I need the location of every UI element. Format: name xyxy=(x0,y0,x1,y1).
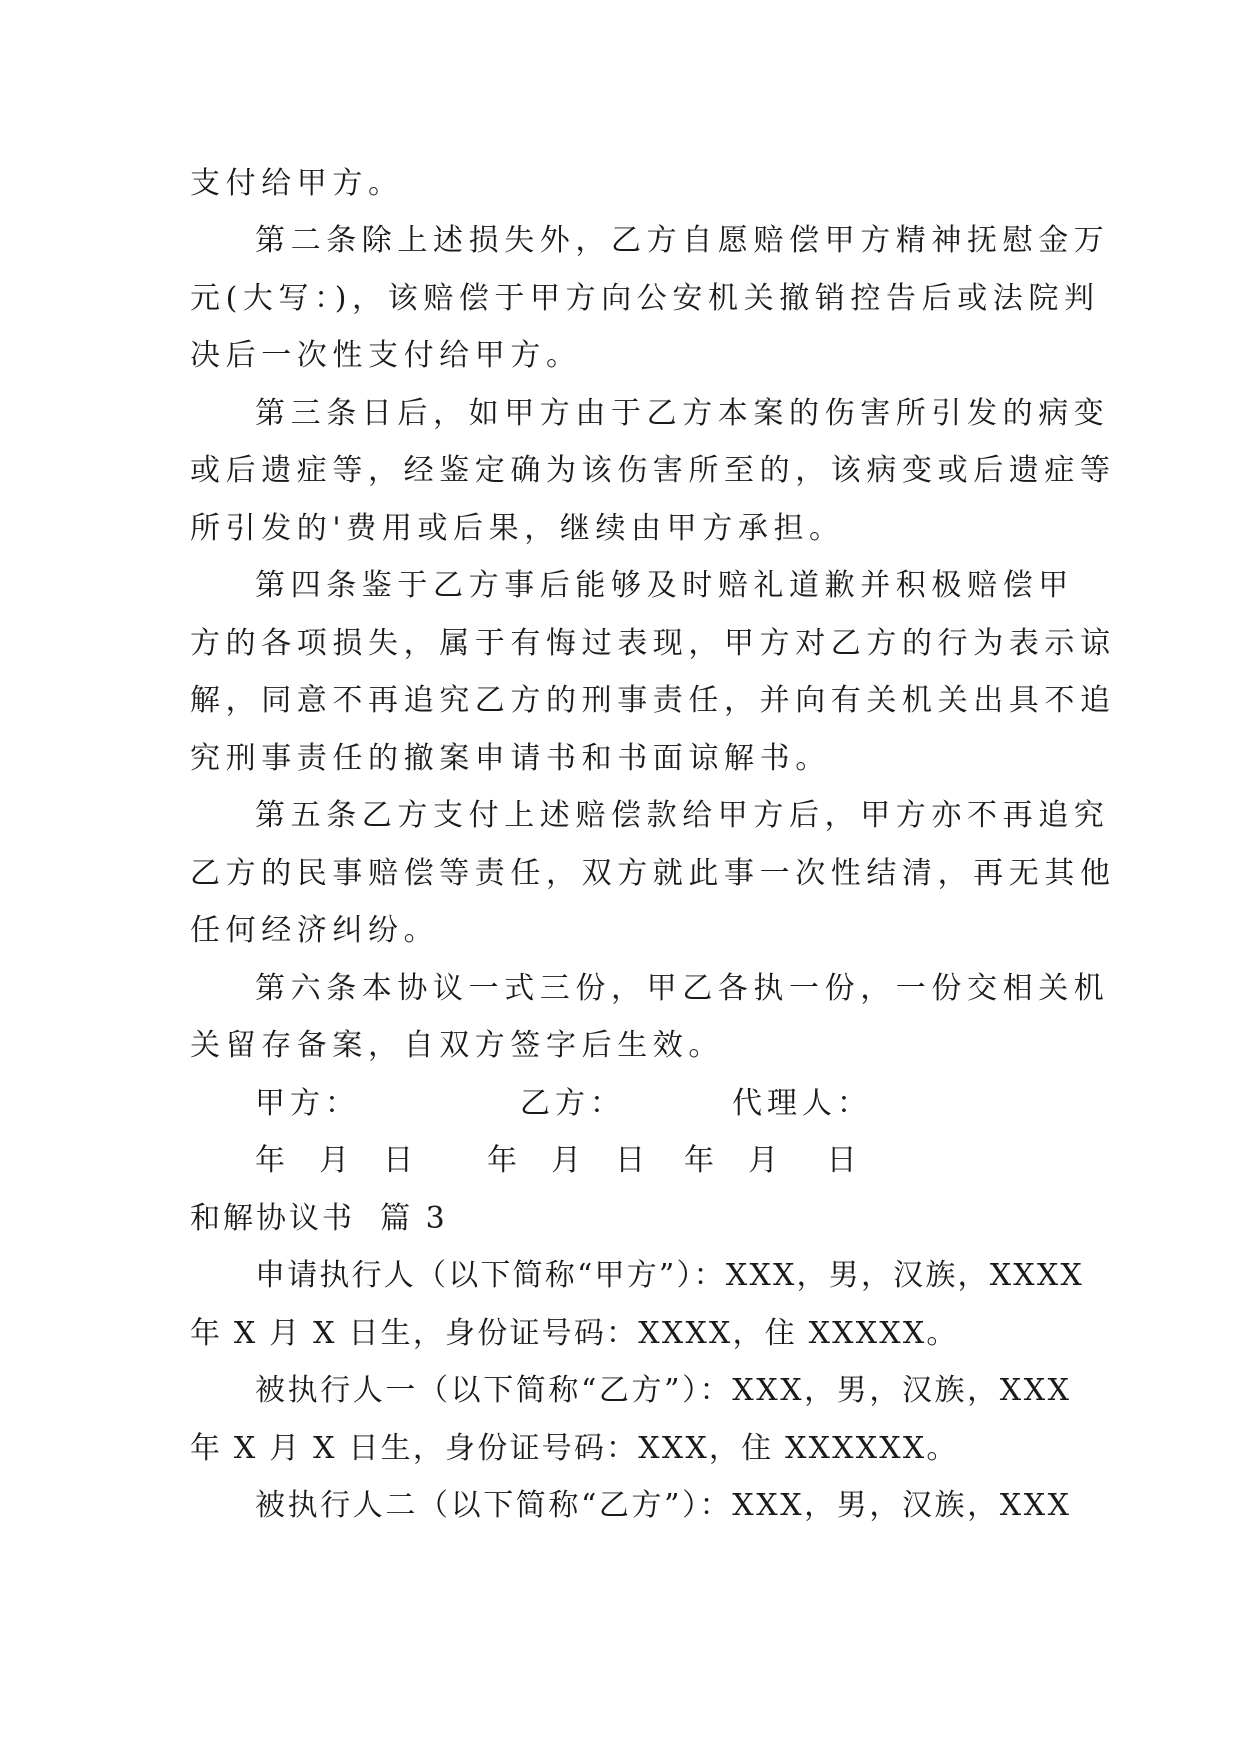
paragraph-line: 年 X 月 X 日生，身份证号码：XXXX，住 XXXXX。 xyxy=(190,1316,959,1351)
signature-date-c: 年 月 日 xyxy=(684,1143,862,1178)
signature-date-b: 年 月 日 xyxy=(487,1143,651,1178)
paragraph-line: 关留存备案，自双方签字后生效。 xyxy=(190,1028,724,1063)
paragraph-line: 支付给甲方。 xyxy=(190,166,404,201)
paragraph-line: 第四条鉴于乙方事后能够及时赔礼道歉并积极赔偿甲 xyxy=(255,568,1074,603)
paragraph-line: 第二条除上述损失外，乙方自愿赔偿甲方精神抚慰金万 xyxy=(255,223,1110,258)
signature-party-a: 甲方： xyxy=(255,1086,360,1121)
signature-agent: 代理人： xyxy=(732,1086,872,1121)
paragraph-line: 所引发的'费用或后果，继续由甲方承担。 xyxy=(190,511,845,546)
signature-date-a: 年 月 日 xyxy=(255,1143,419,1178)
signature-party-b: 乙方： xyxy=(520,1086,625,1121)
paragraph-line: 元(大写：)，该赔偿于甲方向公安机关撤销控告后或法院判 xyxy=(190,281,1100,316)
paragraph-line: 方的各项损失，属于有悔过表现，甲方对乙方的行为表示谅 xyxy=(190,626,1116,661)
section-heading: 和解协议书 篇 3 xyxy=(190,1201,448,1236)
paragraph-line: 第六条本协议一式三份，甲乙各执一份，一份交相关机 xyxy=(255,971,1110,1006)
paragraph-line: 解，同意不再追究乙方的刑事责任，并向有关机关出具不追 xyxy=(190,683,1116,718)
paragraph-line: 第三条日后，如甲方由于乙方本案的伤害所引发的病变 xyxy=(255,396,1110,431)
paragraph-line: 决后一次性支付给甲方。 xyxy=(190,338,582,373)
paragraph-line: 被执行人二（以下简称“乙方”）：XXX，男，汉族，XXX xyxy=(255,1488,1072,1523)
paragraph-line: 乙方的民事赔偿等责任，双方就此事一次性结清，再无其他 xyxy=(190,856,1116,891)
paragraph-line: 年 X 月 X 日生，身份证号码：XXX，住 XXXXXX。 xyxy=(190,1431,959,1466)
paragraph-line: 任何经济纠纷。 xyxy=(190,913,440,948)
paragraph-line: 被执行人一（以下简称“乙方”）：XXX，男，汉族，XXX xyxy=(255,1373,1072,1408)
paragraph-line: 申请执行人（以下简称“甲方”）：XXX，男，汉族，XXXX xyxy=(255,1258,1084,1293)
paragraph-line: 第五条乙方支付上述赔偿款给甲方后，甲方亦不再追究 xyxy=(255,798,1110,833)
paragraph-line: 究刑事责任的撤案申请书和书面谅解书。 xyxy=(190,741,831,776)
paragraph-line: 或后遗症等，经鉴定确为该伤害所至的，该病变或后遗症等 xyxy=(190,453,1116,488)
